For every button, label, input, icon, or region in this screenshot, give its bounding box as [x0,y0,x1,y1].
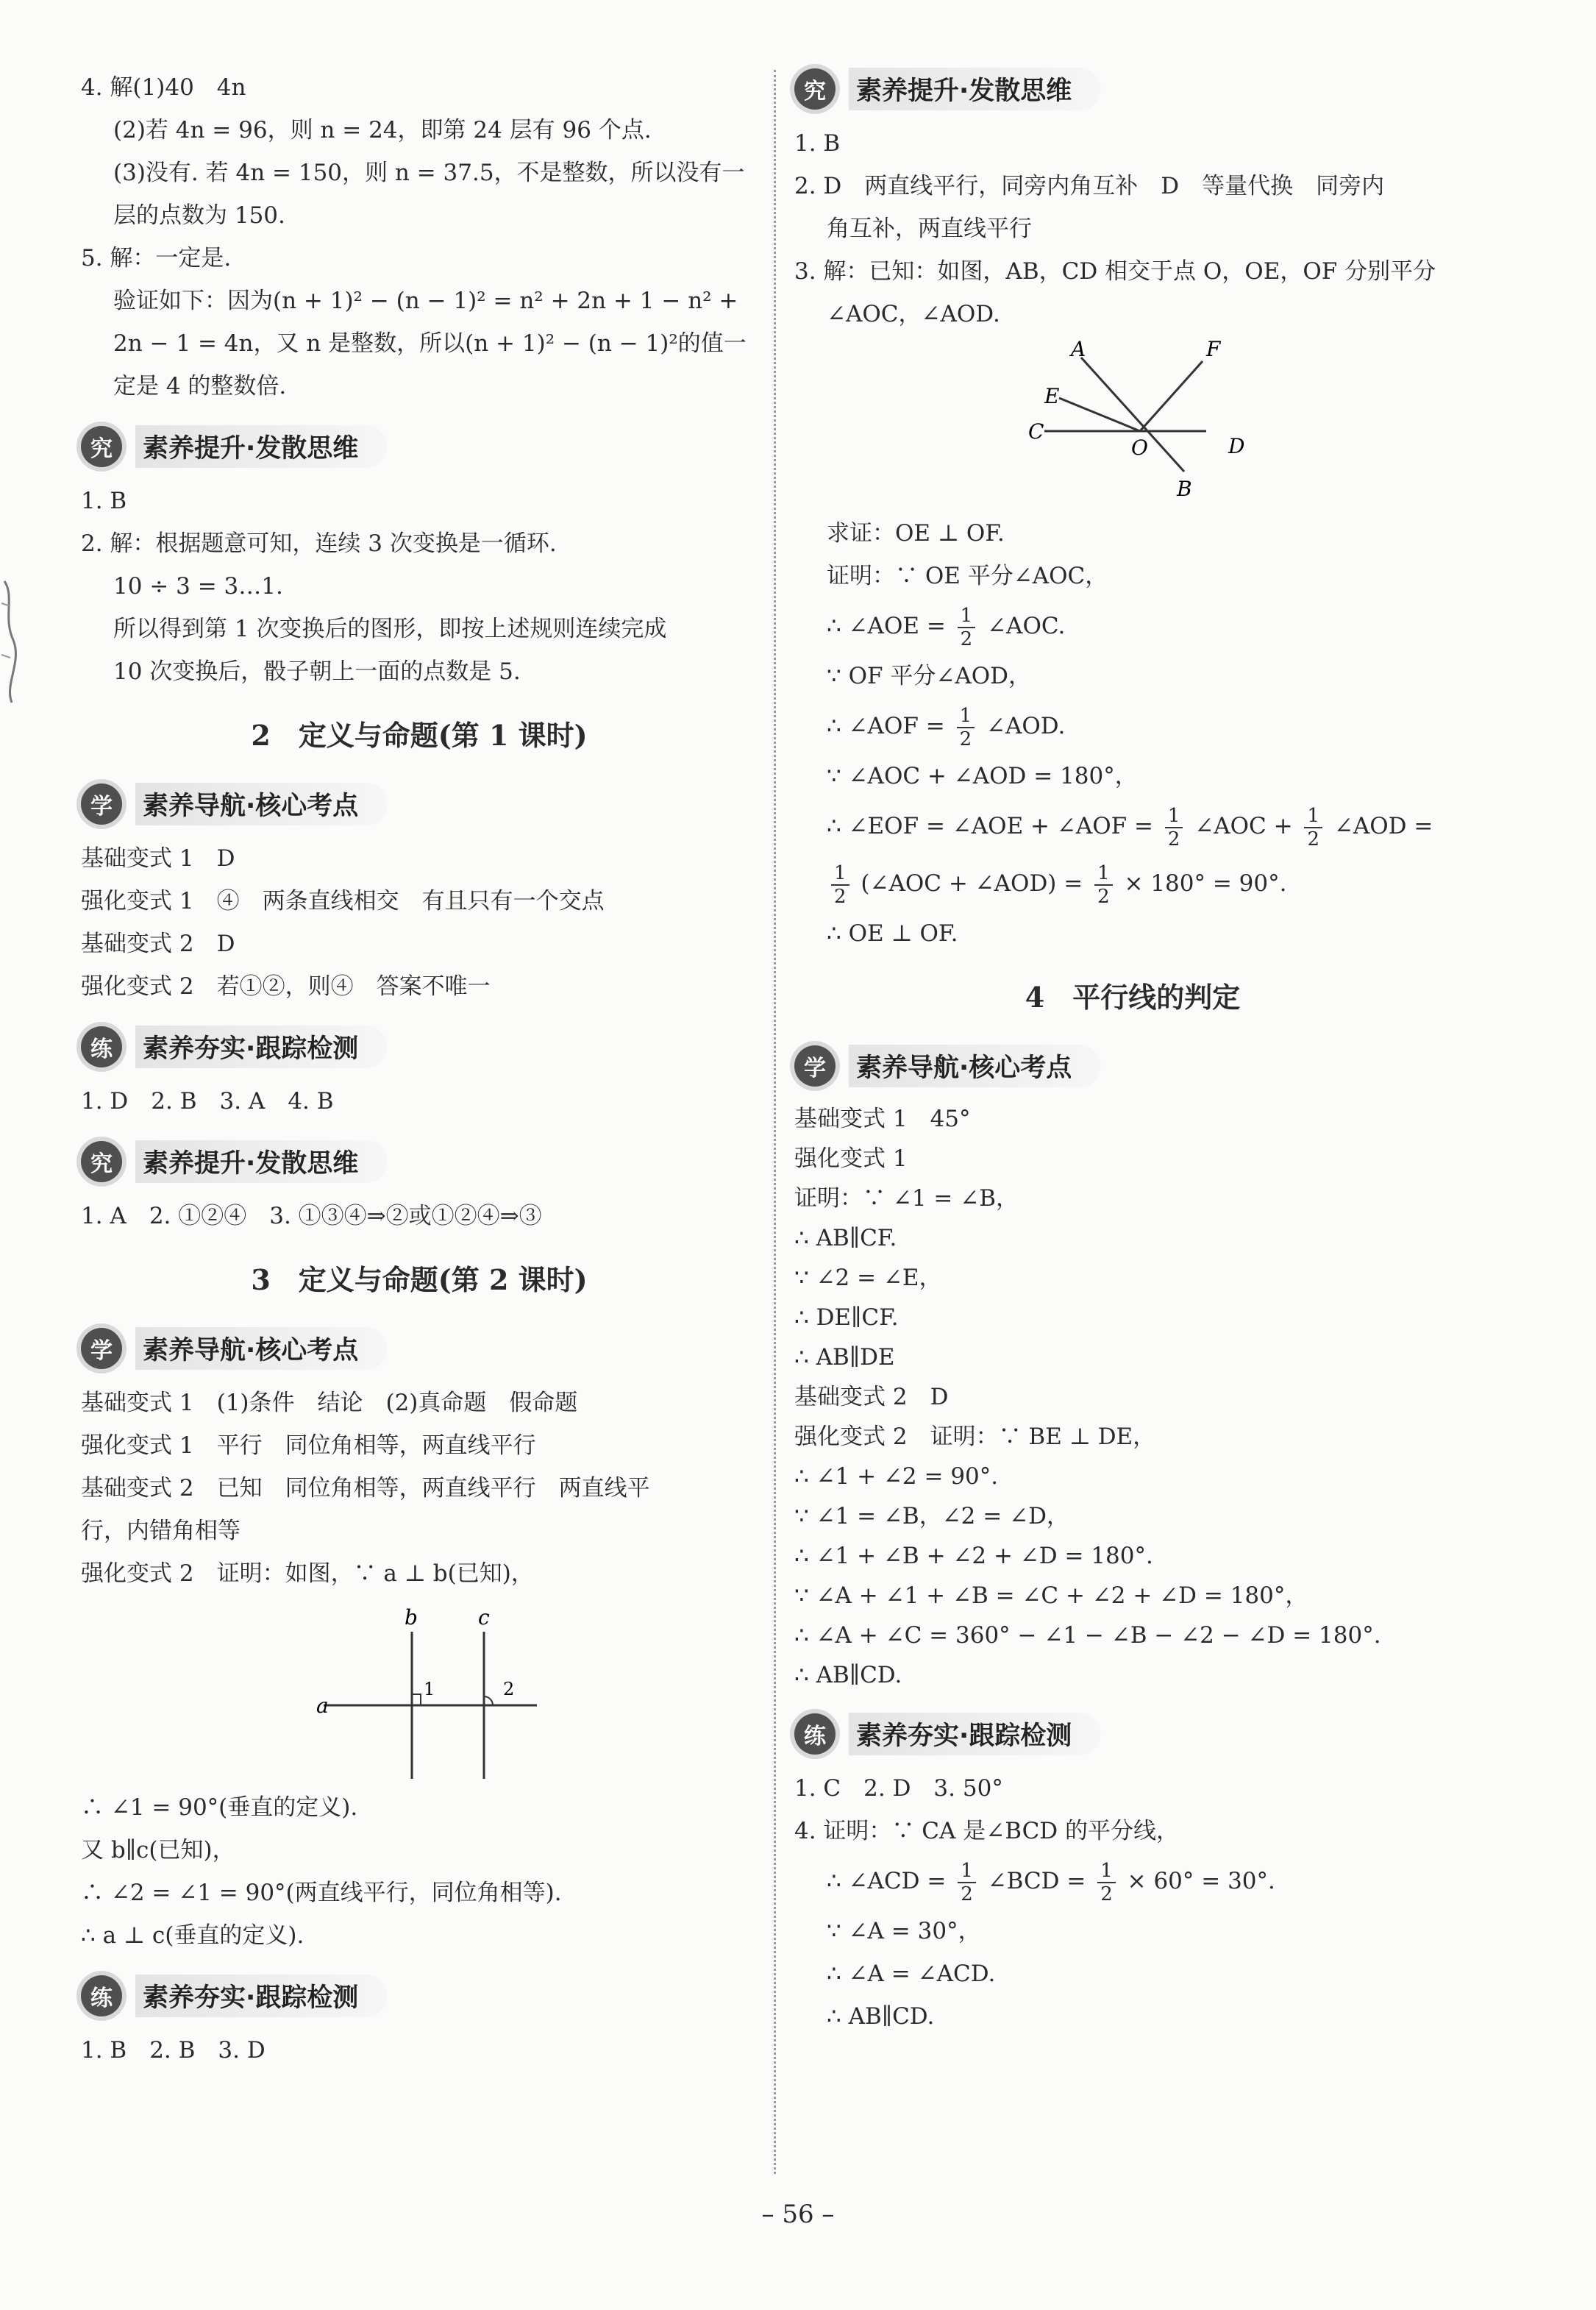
numerator: 1 [958,1860,976,1883]
answer-line: 定是 4 的整数倍. [113,373,287,399]
denominator: 2 [1100,1883,1113,1905]
answer-line: 强化变式 2 若①②，则④ 答案不唯一 [81,973,491,1000]
proof-line [794,1852,1471,1910]
proof-line: ∴ ∠A = ∠ACD. [827,1961,996,1987]
point-O-label: O [1131,436,1148,460]
answer-line: 行，内错角相等 [81,1518,241,1544]
answer-line: 基础变式 1 45° [794,1106,971,1132]
jiu-badge-icon: 究 [81,1141,122,1182]
answer-line: 强化变式 1 ④ 两条直线相交 有且只有一个交点 [81,888,605,914]
lian-badge-icon: 练 [81,1975,122,2016]
header-text: 素养导航·核心考点 [135,1327,388,1370]
line-c-label: c [478,1605,490,1630]
answer-line: 强化变式 1 [794,1145,908,1172]
numerator: 1 [1165,805,1183,828]
answer-line: ∴ DE∥CF. [794,1304,899,1331]
header-text: 素养夯实·跟踪检测 [135,1026,388,1068]
line-b-label: b [405,1605,418,1630]
proof-line [794,697,1471,755]
fraction [957,705,975,750]
fraction [958,1860,976,1905]
section-title: 4 平行线的判定 [1025,981,1241,1014]
answer-line: ∴ ∠A + ∠C = 360° − ∠1 − ∠B − ∠2 − ∠D = 180°. [794,1622,1381,1649]
section-header-xue [81,781,758,827]
answer-line: ∴ AB∥DE [794,1344,895,1371]
text-part: × 180° = 90°. [1124,870,1287,897]
denominator: 2 [1167,828,1180,850]
denominator: 2 [1097,885,1110,908]
text-part: ∴ ∠ACD = [827,1868,947,1894]
text-part: ∴ ∠AOF = [827,713,945,739]
header-text: 素养夯实·跟踪检测 [135,1975,388,2017]
denominator: 2 [834,885,847,908]
fraction [1094,862,1113,908]
answer-line: 2n − 1 = 4n，又 n 是整数，所以(n + 1)² − (n − 1)²的值一 [113,330,747,357]
header-text: 素养夯实·跟踪检测 [849,1713,1101,1755]
proof-line: ∴ AB∥CD. [827,2003,935,2030]
answer-line: ∵ ∠2 = ∠E， [794,1265,942,1291]
text-part: ∠AOC. [987,613,1066,639]
line-a-label: a [316,1694,329,1718]
margin-decoration [0,574,26,706]
answer-line: 5. 解：一定是. [81,245,232,271]
answer-line: 1. B 2. B 3. D [81,2037,266,2064]
header-text: 素养导航·核心考点 [135,783,388,825]
fraction [1165,805,1183,850]
text-part: ∴ ∠AOE = [827,613,946,639]
text-part: ∠AOC + [1194,813,1293,839]
answer-line: 强化变式 2 证明：∵ BE ⊥ DE， [794,1424,1156,1450]
text-part: ∠AOD. [986,713,1066,739]
xue-badge-icon: 学 [81,1328,122,1369]
text-part: (∠AOC + ∠AOD) = [861,870,1083,897]
answer-line: 又 b∥c(已知)， [81,1837,235,1863]
point-C-label: C [1028,419,1044,444]
answer-line: 1. D 2. B 3. A 4. B [81,1088,334,1115]
denominator: 2 [960,628,973,650]
answer-line: 基础变式 1 D [81,845,235,872]
section-header-jiu [81,1139,758,1184]
answer-line: 基础变式 1 (1)条件 结论 (2)真命题 假命题 [81,1390,578,1416]
right-column [794,66,1471,2038]
answer-line: ∵ ∠A + ∠1 + ∠B = ∠C + ∠2 + ∠D = 180°， [794,1582,1308,1609]
angle-1-label: 1 [424,1679,435,1699]
fraction [831,862,849,908]
answer-line: 角互补，两直线平行 [827,216,1032,242]
numerator: 1 [1097,1860,1116,1883]
proof-line [794,797,1471,855]
jiu-badge-icon: 究 [81,426,122,467]
answer-line: ∠AOC，∠AOD. [827,301,1000,327]
section-header-xue [794,1043,1471,1089]
answer-line: 10 次变换后，骰子朝上一面的点数是 5. [113,658,521,685]
answer-line: 2. 解：根据题意可知，连续 3 次变换是一循环. [81,530,557,557]
text-part: ∠BCD = [987,1868,1086,1894]
answer-line: 1. B [81,488,127,514]
lian-badge-icon: 练 [81,1026,122,1067]
perpendicular-lines-figure [81,1595,758,1786]
section-header-jiu [81,424,758,469]
answer-line: ∴ ∠1 = 90°(垂直的定义). [81,1794,358,1821]
left-column [81,66,758,2072]
header-text: 素养导航·核心考点 [849,1045,1101,1087]
answer-line: ∴ ∠2 = ∠1 = 90°(两直线平行，同位角相等). [81,1880,562,1906]
answer-line: 1. C 2. D 3. 50° [794,1775,1003,1802]
fraction [958,605,976,650]
proof-line: 证明：∵ OE 平分∠AOC， [827,563,1108,589]
fraction [1097,1860,1116,1905]
point-F-label: F [1206,337,1221,361]
proof-line [794,597,1471,655]
answer-line: ∴ ∠1 + ∠B + ∠2 + ∠D = 180°. [794,1543,1153,1569]
point-B-label: B [1177,477,1192,501]
numerator: 1 [831,862,849,886]
section-header-lian [81,1024,758,1070]
answer-line: 所以得到第 1 次变换后的图形，即按上述规则连续完成 [113,616,667,642]
answer-line: 1. B [794,130,841,157]
section-title: 2 定义与命题(第 1 课时) [251,719,588,752]
answer-line: 10 ÷ 3 = 3…1. [113,573,283,600]
proof-line: ∵ OF 平分∠AOD， [827,663,1031,689]
section-header-jiu [794,66,1471,112]
answer-line: ∴ AB∥CD. [794,1662,902,1688]
proof-line [794,855,1471,912]
column-divider [774,70,776,2174]
angle-2-label: 2 [503,1679,515,1699]
proof-line: ∵ ∠A = 30°， [827,1918,981,1944]
numerator: 1 [958,605,976,628]
point-A-label: A [1071,337,1086,361]
answer-line: ∴ ∠1 + ∠2 = 90°. [794,1463,999,1490]
answer-line: 验证如下：因为(n + 1)² − (n − 1)² = n² + 2n + 1 − n² + [113,288,738,314]
numerator: 1 [1304,805,1322,828]
section-header-lian [81,1973,758,2019]
answer-line: 基础变式 2 D [794,1384,949,1410]
section-header-xue [81,1326,758,1371]
answer-line: 证明：∵ ∠1 = ∠B， [794,1185,1019,1212]
answer-line: 强化变式 2 证明：如图，∵ a ⊥ b(已知)， [81,1560,534,1587]
denominator: 2 [961,1883,973,1905]
numerator: 1 [1094,862,1113,886]
answer-line: ∴ a ⊥ c(垂直的定义). [81,1922,304,1949]
header-text: 素养提升·发散思维 [135,425,388,468]
numerator: 1 [957,705,975,728]
answer-line: (2)若 4n = 96，则 n = 24，即第 24 层有 96 个点. [113,117,652,143]
answer-line: 强化变式 1 平行 同位角相等，两直线平行 [81,1432,536,1459]
answer-line: 基础变式 2 D [81,931,235,957]
point-E-label: E [1044,384,1060,408]
answer-line: ∵ ∠1 = ∠B，∠2 = ∠D， [794,1503,1069,1529]
denominator: 2 [1307,828,1319,850]
jiu-badge-icon: 究 [794,68,836,110]
answer-line: 3. 解：已知：如图，AB，CD 相交于点 O，OE，OF 分别平分 [794,258,1436,285]
xue-badge-icon: 学 [81,783,122,825]
proof-line: ∴ OE ⊥ OF. [827,920,958,947]
answer-line: 4. 解(1)40 4n [81,74,246,101]
answer-line: 1. A 2. ①②④ 3. ①③④⇒②或①②④⇒③ [81,1203,542,1229]
text-part: ∴ ∠EOF = ∠AOE + ∠AOF = [827,813,1153,839]
denominator: 2 [959,728,972,750]
answer-line: 4. 证明：∵ CA 是∠BCD 的平分线， [794,1818,1180,1844]
fraction [1304,805,1322,850]
page-number: – 56 – [761,2200,835,2229]
text-part: × 60° = 30°. [1127,1868,1275,1894]
answer-line: (3)没有. 若 4n = 150，则 n = 37.5，不是整数，所以没有一 [113,160,745,186]
answer-line: ∴ AB∥CF. [794,1225,897,1251]
answer-line: 2. D 两直线平行，同旁内角互补 D 等量代换 同旁内 [794,173,1385,199]
answer-line: 层的点数为 150. [113,202,285,229]
lian-badge-icon: 练 [794,1713,836,1755]
proof-line: 求证：OE ⊥ OF. [827,520,1005,547]
proof-line: ∵ ∠AOC + ∠AOD = 180°， [827,763,1138,789]
section-title: 3 定义与命题(第 2 课时) [251,1263,588,1296]
point-D-label: D [1228,434,1245,458]
answer-line: 基础变式 2 已知 同位角相等，两直线平行 两直线平 [81,1475,650,1502]
header-text: 素养提升·发散思维 [135,1140,388,1183]
xue-badge-icon: 学 [794,1045,836,1087]
section-header-lian [794,1711,1471,1757]
header-text: 素养提升·发散思维 [849,68,1101,110]
text-part: ∠AOD = [1333,813,1433,839]
intersecting-lines-figure [794,335,1471,512]
